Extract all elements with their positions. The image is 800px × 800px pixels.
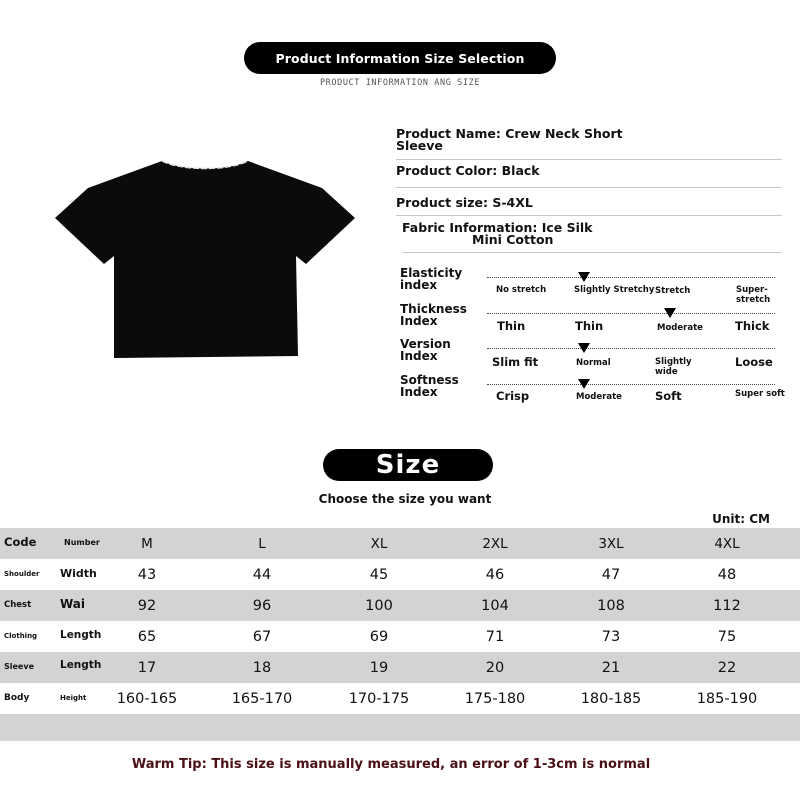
size-title: Size	[375, 450, 441, 480]
table-cell: 100	[365, 598, 393, 614]
table-cell: 43	[137, 567, 157, 583]
fabric-info-line2: Mini Cotton	[472, 232, 554, 247]
section-subtitle: PRODUCT INFORMATION ANG SIZE	[319, 78, 481, 88]
unit-label: Unit: CM	[712, 512, 770, 526]
index-option: Thick	[735, 319, 770, 333]
table-cell: 45	[369, 567, 389, 583]
index-option: Slightly wide	[655, 357, 692, 377]
table-row	[0, 652, 800, 683]
fabric-info-line1: Fabric Information: Ice Silk	[402, 220, 593, 235]
table-cell: 69	[369, 629, 389, 645]
table-cell: 22	[717, 660, 737, 676]
table-cell: 67	[252, 629, 272, 645]
index-title-line1: Softness	[400, 373, 459, 387]
thickness-selected-arrow	[664, 308, 676, 318]
table-cell: 48	[717, 567, 737, 583]
row-sublabel: Height	[60, 694, 87, 702]
index-option: Moderate	[657, 323, 703, 333]
index-option: Loose	[735, 355, 773, 369]
index-option: Stretch	[655, 286, 691, 296]
index-title-line1: Thickness	[400, 302, 467, 316]
table-cell: 71	[485, 629, 505, 645]
row-label: Sleeve	[4, 662, 34, 671]
product-size: Product size: S-4XL	[396, 195, 533, 210]
row-label: Chest	[4, 600, 32, 610]
elasticity-selected-arrow	[578, 272, 590, 282]
table-cell: 112	[713, 598, 741, 614]
index-option: Super soft	[735, 389, 785, 399]
version-index-title	[400, 338, 451, 362]
elasticity-scale-line	[487, 277, 775, 278]
column-header: Number	[64, 538, 100, 547]
index-title-line2: Index	[400, 349, 438, 363]
column-header: M	[141, 536, 153, 552]
table-row	[0, 559, 800, 590]
row-sublabel: Length	[60, 629, 102, 641]
table-row	[0, 590, 800, 621]
index-title-line2: Index	[400, 314, 438, 328]
index-option: Normal	[576, 358, 611, 368]
table-cell: 20	[485, 660, 505, 676]
softness-selected-arrow	[578, 379, 590, 389]
product-color-row	[396, 165, 782, 188]
table-cell: 75	[717, 629, 737, 645]
product-name-row	[396, 128, 782, 160]
row-sublabel: Width	[60, 567, 97, 580]
row-sublabel: Wai	[60, 597, 86, 611]
version-scale-line	[487, 348, 775, 349]
softness-index-title	[400, 374, 459, 398]
index-title-line1: Elasticity	[400, 266, 463, 280]
table-cell: 18	[252, 660, 272, 676]
index-option: Thin	[575, 319, 604, 333]
table-cell: 21	[601, 660, 621, 676]
index-option: Thin	[497, 319, 526, 333]
row-label: Body	[4, 693, 30, 703]
index-option: Slightly Stretchy	[574, 285, 655, 295]
index-option: Super-stretch	[736, 285, 771, 305]
thickness-scale-line	[487, 313, 775, 314]
table-cell: 47	[601, 567, 621, 583]
table-cell: 170-175	[348, 691, 410, 707]
table-row	[0, 683, 800, 714]
table-header-row	[0, 528, 800, 559]
table-cell: 92	[137, 598, 157, 614]
index-option: No stretch	[496, 285, 547, 295]
warm-tip: Warm Tip: This size is manually measured, an error of 1-3cm is normal	[131, 757, 651, 772]
index-title-line2: Index	[400, 385, 438, 399]
table-cell: 185-190	[696, 691, 758, 707]
column-header: XL	[370, 536, 388, 552]
fabric-info-row	[402, 222, 782, 253]
table-cell: 180-185	[580, 691, 642, 707]
table-cell: 165-170	[231, 691, 293, 707]
section-title: Product Information Size Selection	[275, 50, 525, 66]
product-color: Product Color: Black	[396, 163, 540, 178]
thickness-index-title	[400, 303, 467, 327]
elasticity-index-title	[400, 267, 462, 291]
table-cell: 17	[137, 660, 157, 676]
table-footer-band	[0, 714, 800, 741]
column-header: 4XL	[714, 536, 740, 552]
table-cell: 104	[481, 598, 509, 614]
softness-scale-line	[487, 384, 775, 385]
version-selected-arrow	[578, 343, 590, 353]
product-name-line1: Product Name: Crew Neck Short	[396, 126, 623, 141]
table-row	[0, 621, 800, 652]
table-cell: 44	[252, 567, 272, 583]
index-option: Soft	[655, 389, 682, 403]
table-cell: 19	[369, 660, 389, 676]
table-cell: 96	[252, 598, 272, 614]
section-title-pill	[244, 42, 556, 74]
column-header: L	[258, 536, 266, 552]
product-size-row	[396, 197, 782, 216]
index-title-line2: index	[400, 278, 438, 292]
table-cell: 65	[137, 629, 157, 645]
row-label: Clothing	[4, 632, 38, 640]
index-option: Moderate	[576, 392, 622, 402]
index-title-line1: Version	[400, 337, 451, 351]
column-header: 2XL	[482, 536, 508, 552]
choose-size-text: Choose the size you want	[318, 492, 492, 506]
column-header: 3XL	[598, 536, 624, 552]
table-cell: 160-165	[116, 691, 178, 707]
table-cell: 73	[601, 629, 621, 645]
table-cell: 175-180	[464, 691, 526, 707]
index-option: Slim fit	[492, 355, 539, 369]
row-label: Shoulder	[4, 570, 40, 578]
table-cell: 46	[485, 567, 505, 583]
size-title-pill	[323, 449, 493, 481]
black-tshirt-icon	[54, 158, 356, 360]
index-option: Crisp	[496, 389, 530, 403]
row-sublabel: Length	[60, 659, 102, 671]
table-cell: 108	[597, 598, 625, 614]
column-header: Code	[4, 535, 37, 549]
product-name-line2: Sleeve	[396, 138, 443, 153]
